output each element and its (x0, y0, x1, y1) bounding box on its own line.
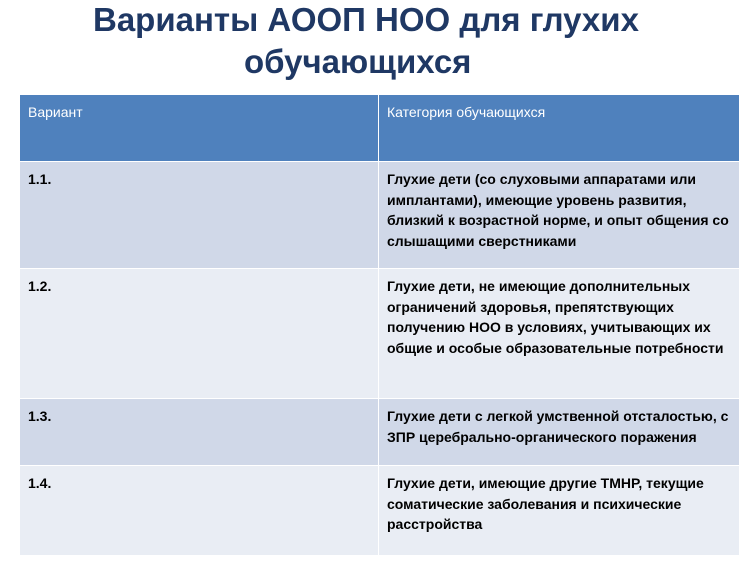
cell-category: Глухие дети с легкой умственной отсталостью, с ЗПР церебрально-органического поражения (379, 399, 740, 466)
table-row (20, 466, 740, 556)
cell-category: Глухие дети, имеющие другие ТМНР, текущие соматические заболевания и психические расстройства (379, 466, 740, 556)
table-row (20, 269, 740, 399)
table-row (20, 399, 740, 466)
cell-variant: 1.4. (20, 466, 379, 556)
cell-variant: 1.1. (20, 162, 379, 269)
page-title (0, 0, 750, 95)
cell-category: Глухие дети, не имеющие дополнительных ограничений здоровья, препятствующих получению НОО в условиях, учитывающих их общие и особые образовательные потребности (379, 269, 740, 399)
cell-variant: 1.2. (20, 269, 379, 399)
header-category: Категория обучающихся (379, 95, 740, 162)
variants-table (19, 94, 740, 556)
table-header-row (20, 95, 740, 162)
page-title-line-2: обучающихся (244, 43, 472, 80)
header-variant: Вариант (20, 95, 379, 162)
cell-category: Глухие дети (со слуховыми аппаратами или имплантами), имеющие уровень развития, близкий к возрастной норме, и опыт общения со слышащими сверстниками (379, 162, 740, 269)
cell-variant: 1.3. (20, 399, 379, 466)
table-row (20, 162, 740, 269)
page-title-line-1: Варианты АООП НОО для глухих (93, 1, 639, 38)
